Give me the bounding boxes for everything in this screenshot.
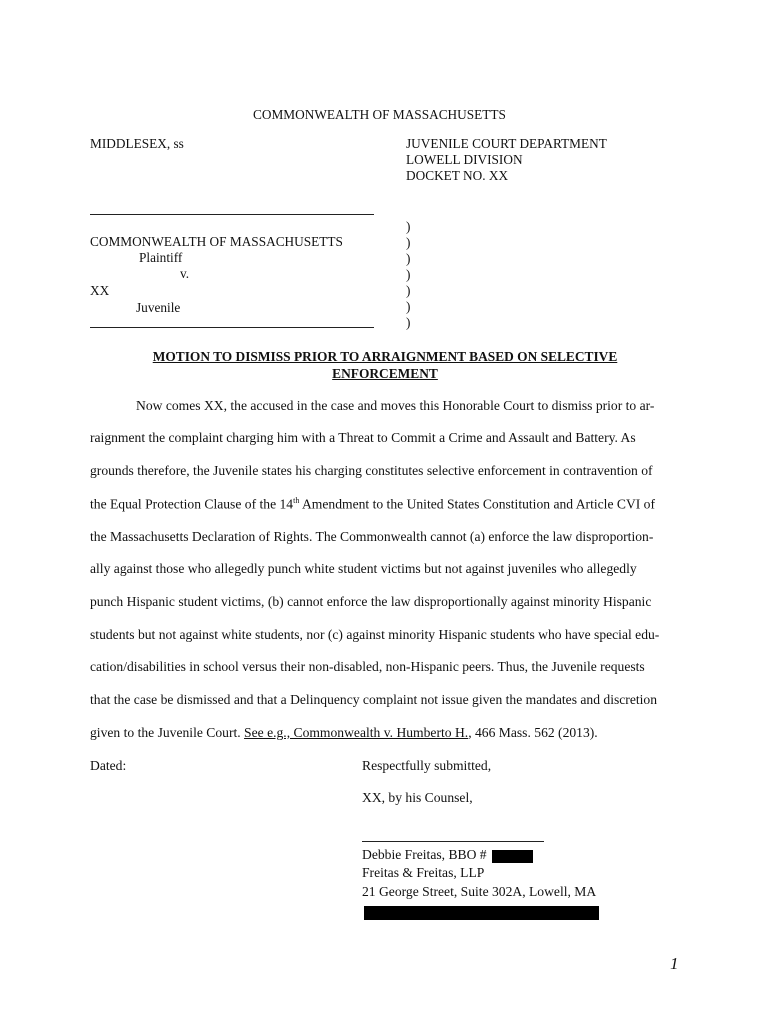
caption-paren: ) <box>406 219 411 234</box>
body-line: given to the Juvenile Court. See e.g., Commonwealth v. Humberto H., 466 Mass. 562 (2013). <box>90 725 598 740</box>
body-line: punch Hispanic student victims, (b) cannot enforce the law disproportionally against minority Hispanic <box>90 594 652 609</box>
body-line: the Equal Protection Clause of the 14th Amendment to the United States Constitution and Article CVI of <box>90 496 656 512</box>
body-line: the Massachusetts Declaration of Rights. The Commonwealth cannot (a) enforce the law disproportion- <box>90 529 654 544</box>
plaintiff-role: Plaintiff <box>139 250 183 265</box>
by-counsel: XX, by his Counsel, <box>362 790 473 805</box>
court-department: JUVENILE COURT DEPARTMENT <box>406 136 607 151</box>
signature-line <box>362 841 544 842</box>
redacted-bbo-number <box>492 850 533 863</box>
commonwealth-heading: COMMONWEALTH OF MASSACHUSETTS <box>253 107 506 122</box>
caption-paren: ) <box>406 251 411 266</box>
county-label: MIDDLESEX, ss <box>90 136 184 151</box>
body-line: grounds therefore, the Juvenile states his charging constitutes selective enforcement in contravention of <box>90 463 653 478</box>
body-line: ally against those who allegedly punch white student victims but not against juveniles who allegedly <box>90 561 637 576</box>
dated-label: Dated: <box>90 758 127 773</box>
docket-number: DOCKET NO. XX <box>406 168 509 183</box>
defendant-role: Juvenile <box>136 300 181 315</box>
caption-paren: ) <box>406 283 411 298</box>
ordinal-suffix: th <box>293 496 300 505</box>
body-line: students but not against white students, nor (c) against minority Hispanic students who have special edu- <box>90 627 660 642</box>
body-line: raignment the complaint charging him with a Threat to Commit a Crime and Assault and Battery. As <box>90 430 636 445</box>
law-firm: Freitas & Freitas, LLP <box>362 865 485 880</box>
caption-top-rule <box>90 214 374 215</box>
caption-paren: ) <box>406 315 411 330</box>
case-citation: See e.g., Commonwealth v. Humberto H. <box>244 725 469 740</box>
caption-paren: ) <box>406 267 411 282</box>
body-line: that the case be dismissed and that a Delinquency complaint not issue given the mandates and discretion <box>90 692 658 707</box>
redacted-contact-line <box>364 906 599 920</box>
court-division: LOWELL DIVISION <box>406 152 523 167</box>
motion-title-line-2: ENFORCEMENT <box>332 366 438 381</box>
caption-paren: ) <box>406 235 411 250</box>
versus-label: v. <box>180 266 190 281</box>
plaintiff-name: COMMONWEALTH OF MASSACHUSETTS <box>90 234 343 249</box>
page-number: 1 <box>670 954 679 973</box>
firm-address: 21 George Street, Suite 302A, Lowell, MA <box>362 884 597 899</box>
body-line: Now comes XX, the accused in the case and moves this Honorable Court to dismiss prior to ar- <box>136 398 655 413</box>
caption-paren: ) <box>406 299 411 314</box>
defendant-name: XX <box>90 283 110 298</box>
caption-bottom-rule <box>90 327 374 328</box>
respectfully-submitted: Respectfully submitted, <box>362 758 492 773</box>
body-line: cation/disabilities in school versus their non-disabled, non-Hispanic peers. Thus, the Juvenile requests <box>90 659 645 674</box>
attorney-name: Debbie Freitas, BBO # <box>362 847 487 862</box>
motion-title-line-1: MOTION TO DISMISS PRIOR TO ARRAIGNMENT BASED ON SELECTIVE <box>152 349 618 364</box>
